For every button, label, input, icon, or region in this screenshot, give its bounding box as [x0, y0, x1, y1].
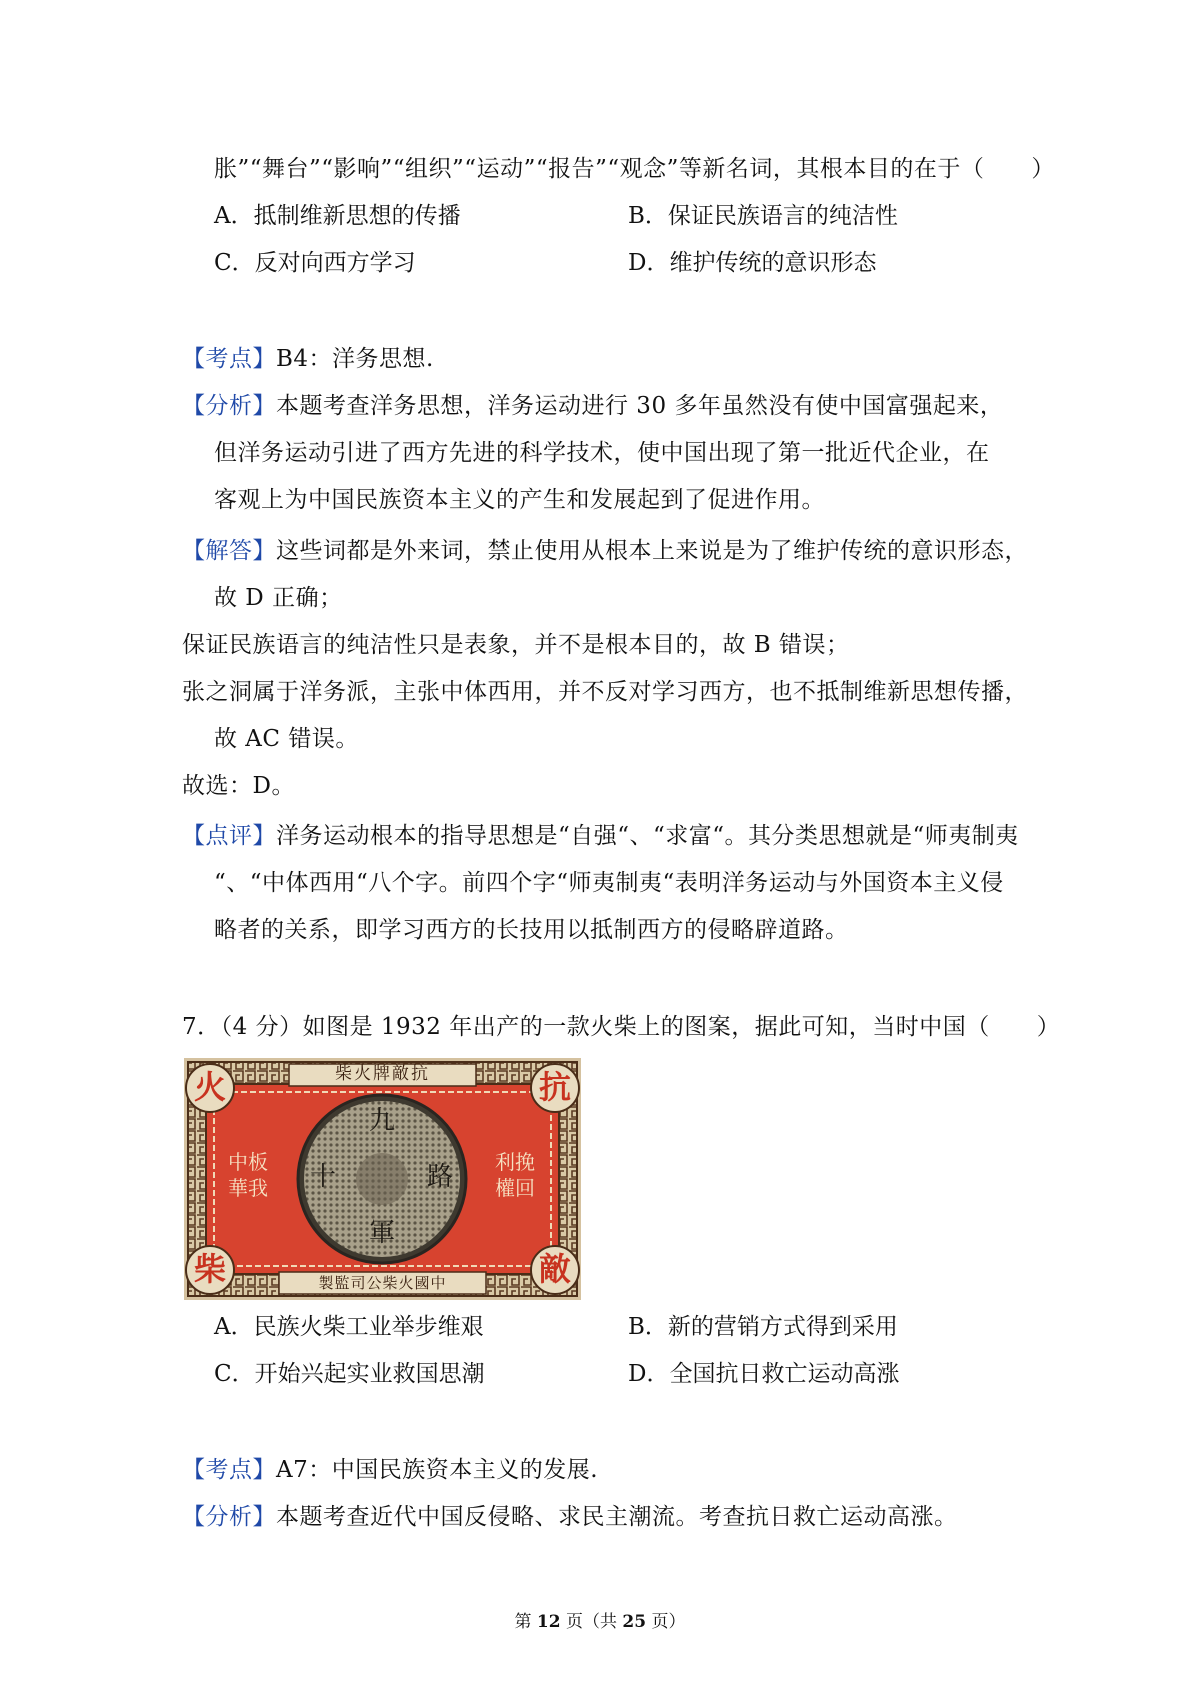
option-label: C．: [214, 250, 255, 276]
option-text: 新的营销方式得到采用: [667, 1314, 898, 1340]
option-b: [628, 201, 898, 231]
option-c: [214, 1359, 485, 1389]
footer-total-pages: 25: [622, 1612, 647, 1632]
matchbox-corner-tr: 抗: [538, 1068, 571, 1106]
jieda-tag: 【解答】: [182, 538, 276, 564]
fenxi-tag: 【分析】: [182, 393, 276, 419]
option-label: B．: [628, 1314, 668, 1340]
kaodian-tag: 【考点】: [182, 1457, 276, 1483]
option-label: C．: [214, 1361, 255, 1387]
matchbox-corner-br: 敵: [538, 1250, 571, 1288]
footer-prefix: 第: [514, 1612, 537, 1632]
fenxi-line: [182, 391, 1003, 421]
matchbox-left-text-2: 華我: [228, 1176, 268, 1200]
matchbox-label-image: [184, 1058, 581, 1300]
body-line: 故 AC 错误。: [214, 726, 359, 752]
option-text: 抵制维新思想的传播: [253, 203, 461, 229]
matchbox-right-text-1: 利挽: [495, 1150, 535, 1174]
matchbox-right-text-2: 權回: [495, 1176, 535, 1200]
kaodian-text: A7：中国民族资本主义的发展.: [276, 1457, 599, 1483]
option-text: 民族火柴工业举步维艰: [253, 1314, 484, 1340]
option-d: [628, 248, 876, 278]
fenxi-tag: 【分析】: [182, 1504, 276, 1530]
option-text: 反对向西方学习: [254, 250, 416, 276]
jieda-text: 这些词都是外来词，禁止使用从根本上来说是为了维护传统的意识形态，: [276, 538, 1028, 564]
kaodian: [182, 1455, 598, 1485]
matchbox-disc-char: 十: [310, 1162, 337, 1192]
dianping-line: “、“中体西用“八个字。前四个字“师夷制夷“表明洋务运动与外国资本主义侵: [214, 870, 1004, 896]
option-d: [628, 1359, 899, 1389]
fenxi-text: 本题考查近代中国反侵略、求民主潮流。考查抗日救亡运动高涨。: [276, 1504, 958, 1530]
option-text: 保证民族语言的纯洁性: [667, 203, 898, 229]
jieda-line: 故 D 正确；: [214, 585, 343, 611]
option-label: A．: [214, 203, 254, 229]
option-a: [214, 1312, 484, 1342]
matchbox-top-banner: 柴火牌敵抗: [335, 1064, 430, 1084]
option-text: 维护传统的意识形态: [669, 250, 877, 276]
option-label: D．: [628, 250, 670, 276]
matchbox-disc-char: 軍: [369, 1218, 396, 1248]
kaodian-tag: 【考点】: [182, 346, 276, 372]
option-text: 全国抗日救亡运动高涨: [669, 1361, 900, 1387]
matchbox-disc-char: 九: [369, 1106, 396, 1136]
dianping-tag: 【点评】: [182, 823, 276, 849]
question-text: 胀”“舞台”“影响”“组织”“运动”“报告”“观念”等新名词，其根本目的在于（ ）: [214, 156, 1055, 182]
kaodian: [182, 344, 434, 374]
answer-line: 故选：D。: [182, 773, 295, 799]
option-label: A．: [214, 1314, 254, 1340]
jieda-line: [182, 536, 1028, 566]
fenxi-line: 客观上为中国民族资本主义的产生和发展起到了促进作用。: [214, 487, 825, 513]
footer-page-number: 12: [536, 1612, 561, 1632]
footer-middle: 页（共: [560, 1612, 623, 1632]
body-line: 张之洞属于洋务派，主张中体西用，并不反对学习西方，也不抵制维新思想传播，: [182, 679, 1028, 705]
option-label: B．: [628, 203, 668, 229]
matchbox-corner-bl: 柴: [193, 1250, 226, 1288]
matchbox-left-text-1: 中板: [228, 1150, 268, 1174]
kaodian-text: B4：洋务思想.: [276, 346, 434, 372]
dianping-line: 略者的关系，即学习西方的长技用以抵制西方的侵略辟道路。: [214, 917, 849, 943]
fenxi-text: 本题考查洋务思想，洋务运动进行 30 多年虽然没有使中国富强起来，: [276, 393, 1004, 419]
footer-suffix: 页）: [646, 1612, 686, 1632]
option-c: [214, 248, 416, 278]
body-line: 保证民族语言的纯洁性只是表象，并不是根本目的，故 B 错误；: [182, 632, 850, 658]
option-a: [214, 201, 461, 231]
dianping-text: 洋务运动根本的指导思想是“自强“、“求富“。其分类思想就是“师夷制夷: [276, 823, 1019, 849]
dianping-line: [182, 821, 1019, 851]
matchbox-bottom-banner: 製監司公柴火國中: [318, 1274, 447, 1292]
fenxi-line: [182, 1502, 958, 1532]
question-7-stem: 7．（4 分）如图是 1932 年出产的一款火柴上的图案，据此可知，当时中国（ ）: [182, 1014, 1061, 1040]
option-b: [628, 1312, 898, 1342]
fenxi-line: 但洋务运动引进了西方先进的科学技术，使中国出现了第一批近代企业，在: [214, 440, 990, 466]
matchbox-disc-char: 路: [427, 1162, 454, 1192]
option-text: 开始兴起实业救国思潮: [254, 1361, 485, 1387]
option-label: D．: [628, 1361, 670, 1387]
matchbox-corner-tl: 火: [193, 1068, 226, 1106]
page-footer: [0, 1610, 1200, 1634]
